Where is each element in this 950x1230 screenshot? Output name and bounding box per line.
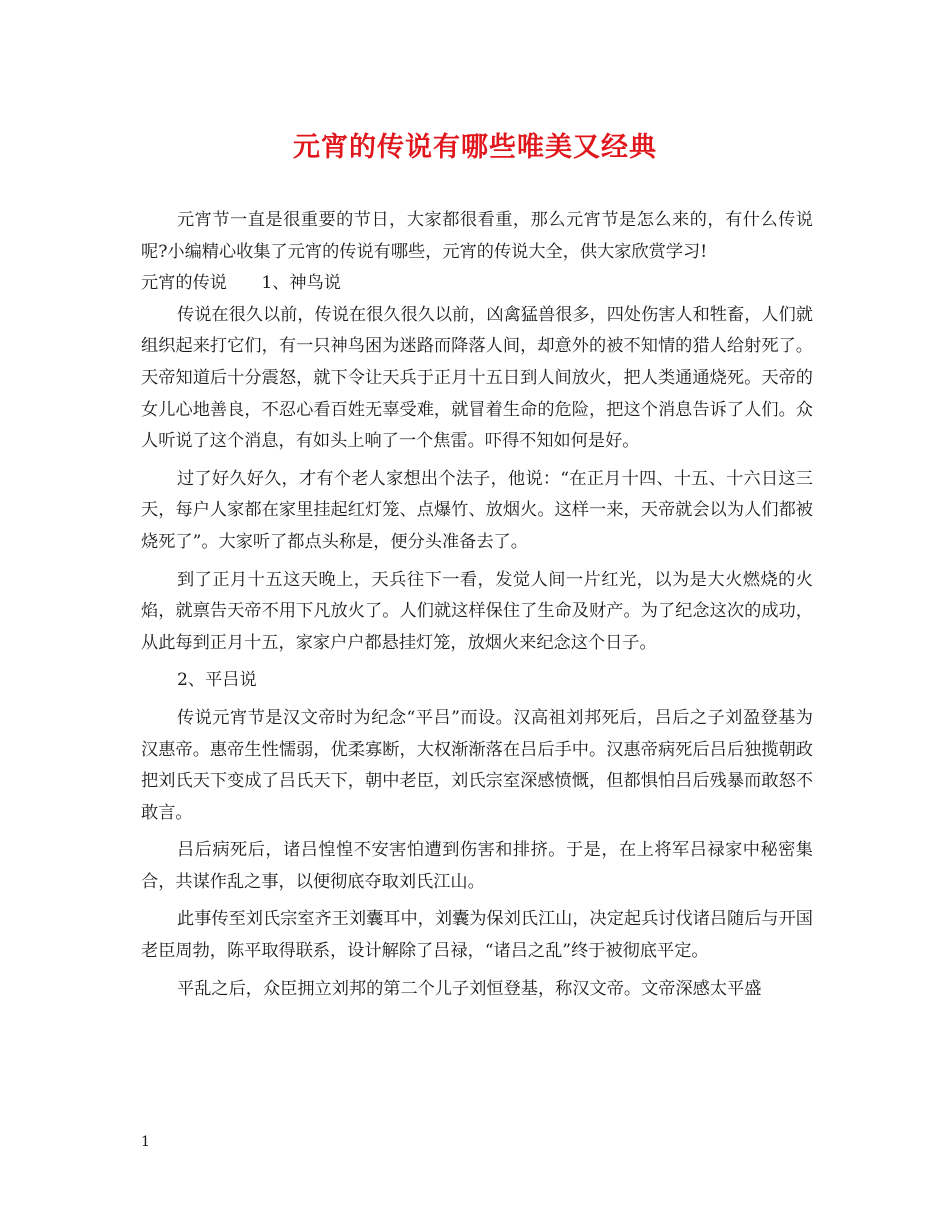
document-title: 元宵的传说有哪些唯美又经典 [293, 132, 657, 163]
paragraph: 传说元宵节是汉文帝时为纪念“平吕”而设。汉高祖刘邦死后，吕后之子刘盈登基为汉惠帝。惠帝生性懦弱，优柔寡断，大权渐渐落在吕后手中。汉惠帝病死后吕后独揽朝政把刘氏天下变成了吕氏天下，朝中老臣，刘氏宗室深感愤慨，但都惧怕吕后残暴而敢怒不敢言。 [141, 707, 813, 823]
page-number: 1 [141, 1134, 150, 1150]
paragraph: 此事传至刘氏宗室齐王刘囊耳中，刘囊为保刘氏江山，决定起兵讨伐诸吕随后与开国老臣周勃，陈平取得联系，设计解除了吕禄，“诸吕之乱”终于被彻底平定。 [141, 909, 813, 962]
paragraph: 平乱之后，众臣拥立刘邦的第二个儿子刘恒登基，称汉文帝。文帝深感太平盛 [177, 978, 762, 999]
paragraph: 传说在很久以前，传说在很久很久以前，凶禽猛兽很多，四处伤害人和牲畜，人们就组织起来打它们，有一只神鸟困为迷路而降落人间，却意外的被不知情的猎人给射死了。天帝知道后十分震怒，就下令让天兵于正月十五日到人间放火，把人类通通烧死。天帝的女儿心地善良，不忍心看百姓无辜受难，就冒着生命的危险，把这个消息告诉了人们。众人听说了这个消息，有如头上响了一个焦雷。吓得不知如何是好。 [141, 304, 813, 452]
intro-paragraph: 元宵节一直是很重要的节日，大家都很看重，那么元宵节是怎么来的，有什么传说呢?小编精心收集了元宵的传说有哪些，元宵的传说大全，供大家欣赏学习! [141, 210, 813, 262]
section-heading-1: 元宵的传说 1、神鸟说 [141, 273, 341, 294]
section-heading-2: 2、平吕说 [177, 670, 257, 691]
paragraph: 吕后病死后，诸吕惶惶不安害怕遭到伤害和排挤。于是，在上将军吕禄家中秘密集合，共谋作乱之事，以便彻底夺取刘氏江山。 [141, 840, 813, 892]
document-body [141, 205, 813, 1005]
paragraph: 到了正月十五这天晚上，天兵往下一看，发觉人间一片红光，以为是大火燃烧的火焰，就禀告天帝不用下凡放火了。人们就这样保住了生命及财产。为了纪念这次的成功，从此每到正月十五，家家户户都悬挂灯笼，放烟火来纪念这个日子。 [141, 569, 813, 653]
paragraph: 过了好久好久，才有个老人家想出个法子，他说：“在正月十四、十五、十六日这三天，每户人家都在家里挂起红灯笼、点爆竹、放烟火。这样一来，天帝就会以为人们都被烧死了”。大家听了都点头称是，便分头准备去了。 [141, 468, 813, 552]
